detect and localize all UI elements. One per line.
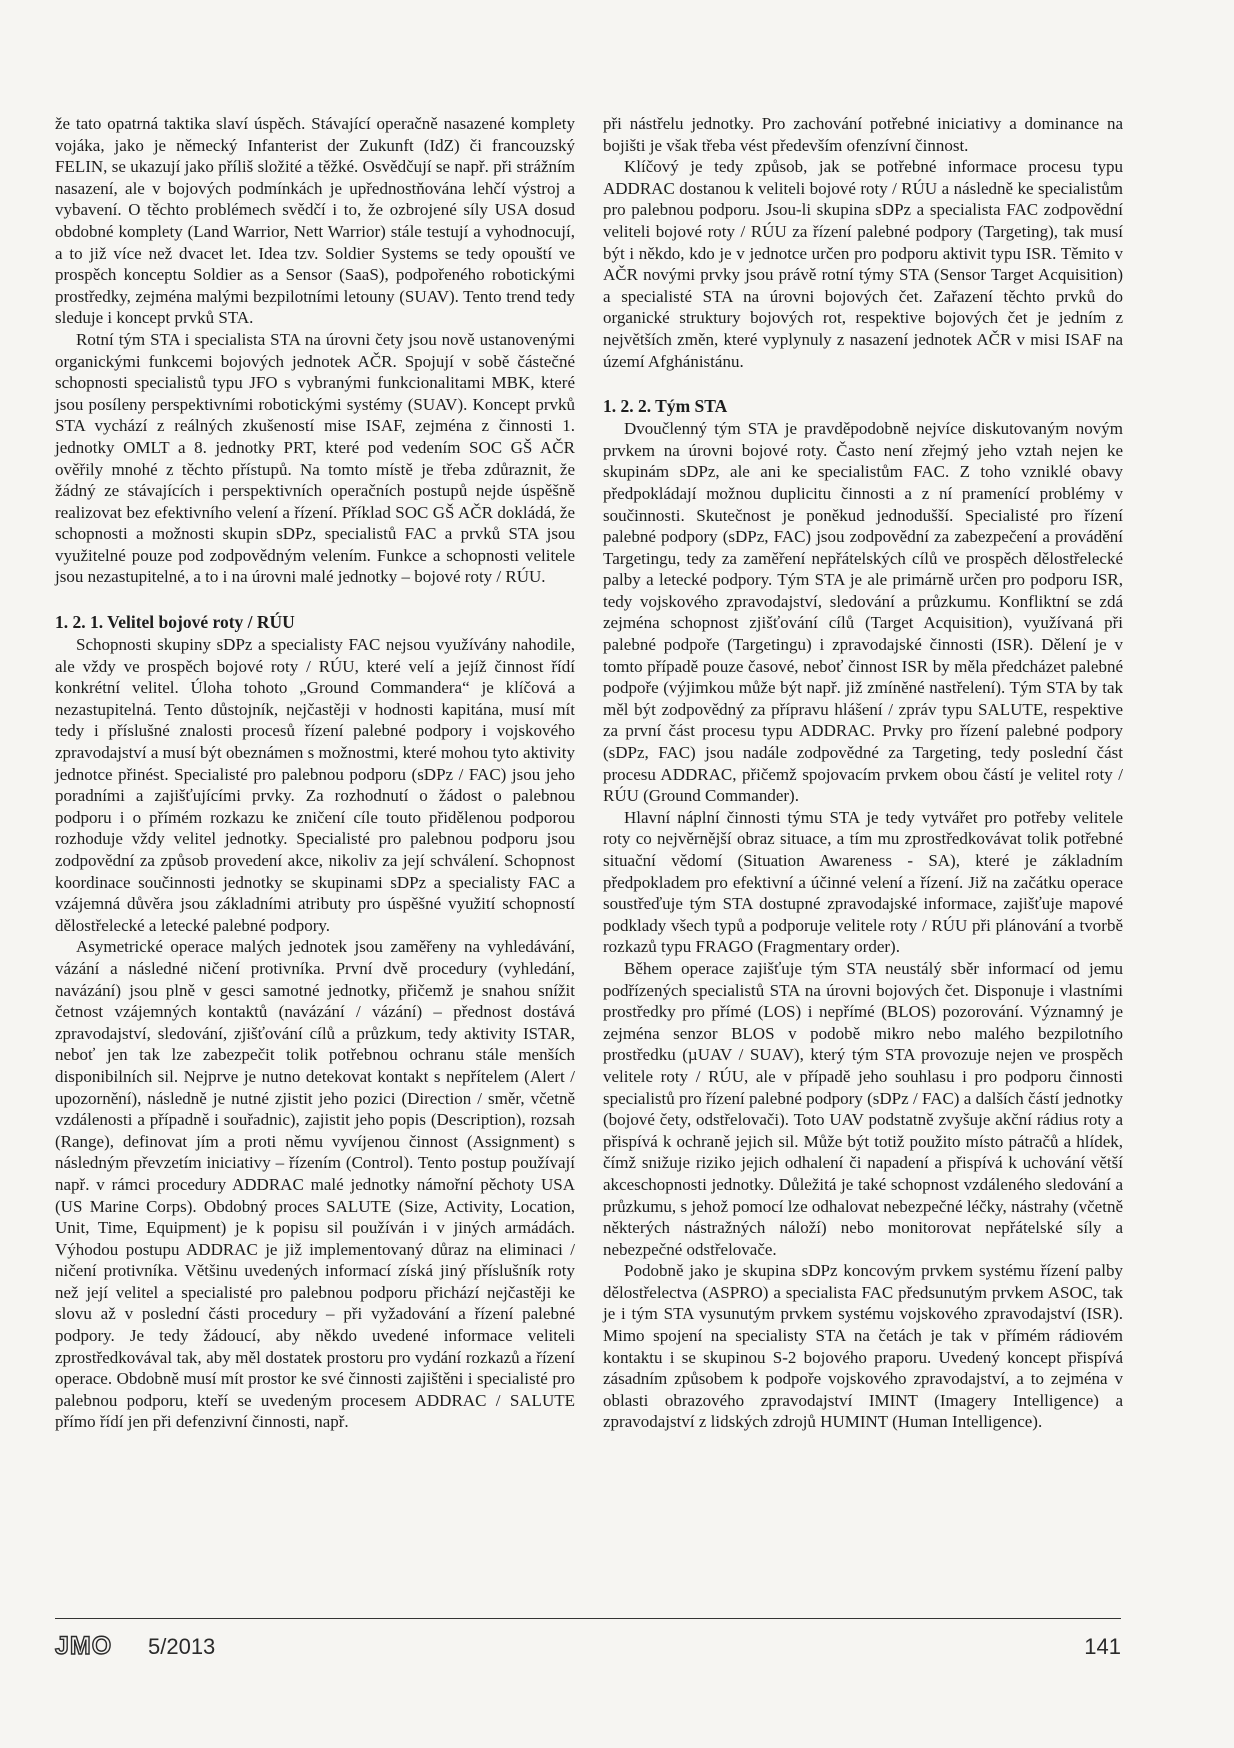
page-number: 141 [1084, 1634, 1121, 1659]
paragraph: při nástřelu jednotky. Pro zachování potřebné iniciativy a dominance na bojišti je však třeba vést především ofenzívní činnost. [603, 114, 1123, 155]
paragraph: Hlavní náplní činnosti týmu STA je tedy vytvářet pro potřeby velitele roty co nejvěrnější obraz situace, a tím mu zprostředkovávat tolik potřebné situační vědomí (Situation Awareness - SA), které je základním předpokladem pro efektivní a účinné velení a řízení. Již na začátku operace soustřeďuje tým STA dostupné zpravodajské informace, zajišťuje mapové podklady všech typů a podporuje velitele roty / RÚU při plánování a tvorbě rozkazů typu FRAGO (Fragmentary order). [603, 807, 1123, 957]
left-column [55, 113, 575, 1433]
paragraph: Schopnosti skupiny sDPz a specialisty FAC nejsou využívány nahodile, ale vždy ve prospěch bojové roty / RÚU, které velí a jejíž činnost řídí konkrétní velitel. Úloha tohoto „Ground Commandera“ je klíčová a nezastupitelná. Tento důstojník, nejčastěji v hodnosti kapitána, musí mít tedy i příslušné znalosti procesů řízení palebné podpory i vojskového zpravodajství a musí být obeznámen s možnostmi, které mohou tyto aktivity jednotce přinést. Specialisté pro palebnou podporu (sDPz / FAC) jsou jeho poradními a zajišťujícími prvky. Za rozhodnutí o žádost o palebnou podporu i o přímém rozkazu ke zničení cíle touto přidělenou podporou rozhoduje vždy velitel jednotky. Specialisté pro palebnou podporu jsou zodpovědní za způsob provedení akce, nikoliv za její schválení. Schopnost koordinace součinnosti jednotky se skupinami sDPz a specialisty FAC a vzájemná důvěra jsou základními atributy pro úspěšné využití schopností dělostřelecké a letecké palebné podpory. [55, 635, 575, 935]
issue-number: 5/2013 [148, 1634, 216, 1659]
paragraph: že tato opatrná taktika slaví úspěch. Stávající operačně nasazené komplety vojáka, jako je německý Infanterist der Zukunft (IdZ) či francouzský FELIN, se ukazují jako příliš složité a těžké. Osvědčují se např. při strážním nasazení, ale v bojových podmínkách je upřednostňována lehčí výstroj a vybavení. O těchto problémech svědčí i to, že ozbrojené síly USA dosud obdobné komplety (Land Warrior, Nett Warrior) stále testují a vyhodnocují, a to již více než dvacet let. Idea tzv. Soldier Systems se tedy opouští ve prospěch konceptu Soldier as a Sensor (SaaS), podpořeného robotickými prostředky, zejména malými bezpilotními letouny (SUAV). Tento trend tedy sleduje i koncept prvků STA. [55, 114, 575, 328]
paragraph: Během operace zajišťuje tým STA neustálý sběr informací od jemu podřízených specialistů STA na úrovni bojových čet. Disponuje i vlastními prostředky pro přímé (LOS) i nepřímé (BLOS) pozorování. Významný je zejména senzor BLOS v podobě mikro nebo malého bezpilotního prostředku (µUAV / SUAV), který tým STA provozuje nejen ve prospěch velitele roty / RÚU, ale v případě jeho souhlasu i pro podporu činnosti specialistů pro řízení palebné podpory (sDPz / FAC) a dalších částí jednotky (bojové čety, odstřelovači). Toto UAV podstatně zvyšuje akční rádius roty a přispívá k ochraně jejich sil. Může být totiž použito místo pátračů a hlídek, čímž snižuje riziko jejich odhalení či napadení a přispívá k uchování větší akceschopnosti jednotky. Důležitá je také schopnost vzdáleného sledování a průzkumu, s jehož pomocí lze odhalovat nebezpečné léčky, nástrahy (včetně některých nástražných náloží) nebo monitorovat nepřátelské síly a nebezpečné odstřelovače. [603, 958, 1123, 1259]
paragraph: Klíčový je tedy způsob, jak se potřebné informace procesu typu ADDRAC dostanou k veliteli bojové roty / RÚU a následně ke specialistům pro palebnou podporu. Jsou-li skupina sDPz a specialista FAC zodpovědní veliteli bojové roty / RÚU za řízení palebné podpory (Targeting), tak musí být i někdo, kdo je v jednotce určen pro podporu aktivit typu ISR. Těmito v AČR novými prvky jsou právě rotní týmy STA (Sensor Target Acquisition) a specialisté STA na úrovni bojových čet. Zařazení těchto prvků do organické struktury bojových rot, respektive bojových čet je jedním z největších změn, které vyplynuly z nasazení jednotek AČR v misi ISAF na území Afghánistánu. [603, 157, 1123, 371]
section-heading-1-2-2: 1. 2. 2. Tým STA [603, 396, 728, 417]
paragraph: Rotní tým STA i specialista STA na úrovni čety jsou nově ustanovenými organickými funkcemi bojových jednotek AČR. Spojují v sobě částečné schopnosti specialistů typu JFO s vybranými funkcionalitami MBK, které jsou posíleny perspektivními robotickými systémy (SUAV). Koncept prvků STA vychází z reálných zkušeností mise ISAF, zejména z činnosti 1. jednotky OMLT a 8. jednotky PRT, které pod vedením SOC GŠ AČR ověřily mnohé z těchto přístupů. Na tomto místě je třeba zdůraznit, že žádný ze stávajících i perspektivních operačních postupů nejde úspěšně realizovat bez efektivního velení a řízení. Příklad SOC GŠ AČR dokládá, že schopnosti a možnosti skupin sDPz, specialistů FAC a prvků STA jsou využitelné pouze pod zodpovědným velením. Funkce a schopnosti velitele jsou nezastupitelné, a to i na úrovni malé jednotky – bojové roty / RÚU. [55, 329, 575, 587]
paragraph: Asymetrické operace malých jednotek jsou zaměřeny na vyhledávání, vázání a následné ničení protivníka. První dvě procedury (vyhledání, navázání) jsou plně v gesci samotné jednotky, přičemž je snahou snížit četnost vzájemných kontaktů (navázání / vázání) – přednost dostává zpravodajství, sledování, zjišťování cílů a průzkum, tedy aktivity ISTAR, neboť jen tak lze zabezpečit tolik potřebnou ochranu stále menších disponibilních sil. Nejprve je nutno detekovat kontakt s nepřítelem (Alert / upozornění), následně je nutné zjistit jeho pozici (Direction / směr, včetně vzdálenosti a případně i souřadnic), zajistit jeho popis (Description), rozsah (Range), definovat jím a proti němu vyvíjenou činnost (Assignment) s následným převzetím iniciativy – řízením (Control). Tento postup používají např. v rámci procedury ADDRAC malé jednotky námořní pěchoty USA (US Marine Corps). Obdobný proces SALUTE (Size, Activity, Location, Unit, Time, Equipment) je k popisu sil používán i v jiných armádách. Výhodou postupu ADDRAC je již implementovaný důraz na eliminaci / ničení protivníka. Většinu uvedených informací získá jiný příslušník roty než její velitel a specialisté pro palebnou podporu přichází nejčastěji ke slovu až v poslední části procedury – při vyžadování a řízení palebné podpory. Je tedy žádoucí, aby někdo uvedené informace veliteli zprostředkovával tak, aby měl dostatek prostoru pro vydání rozkazů a řízení operace. Obdobně musí mít prostor ke své činnosti zajištěni i specialisté pro palebnou podporu, kteří se uvedeným procesem ADDRAC / SALUTE přímo řídí jen při defenzivní činnosti, např. [55, 937, 575, 1432]
page-footer [55, 1630, 1121, 1664]
paragraph: Dvoučlenný tým STA je pravděpodobně nejvíce diskutovaným novým prvkem na úrovni bojové roty. Často není zřejmý jeho vztah nejen ke skupinám sDPz, ale ani ke specialistům FAC. Z toho vzniklé obavy předpokládají možnou duplicitu činnosti a z ní pramenící problémy v součinnosti. Skutečnost je poněkud jednodušší. Specialisté pro řízení palebné podpory (sDPz, FAC) jsou zodpovědní za zabezpečení a provádění Targetingu, tedy za zaměření nepřátelských cílů ve prospěch dělostřelecké palby a letecké podpory. Tým STA je ale primárně určen pro podporu ISR, tedy vojskového zpravodajství, sledování a průzkumu. Konfliktní se zdá zejména schopnost zjišťování cílů (Target Acquisition), využívaná při palebné podpoře (Targetingu) i zpravodajské činnosti (ISR). Dělení je v tomto případě pouze časové, neboť činnost ISR by měla předcházet palebné podpoře (výjimkou může být např. již zmíněné nastřelení). Tým STA by tak měl být zodpovědný za přípravu hlášení / zpráv typu SALUTE, respektive za první část procesu typu ADDRAC. Prvky pro řízení palebné podpory (sDPz, FAC) jsou nadále zodpovědné za Targeting, tedy poslední část procesu ADDRAC, přičemž spojovacím prvkem obou částí je velitel roty / RÚU (Ground Commander). [603, 419, 1123, 806]
journal-logo: JMO [55, 1632, 113, 1660]
section-heading-1-2-1: 1. 2. 1. Velitel bojové roty / RÚU [55, 612, 295, 633]
footer-divider [55, 1618, 1121, 1619]
right-column [603, 113, 1123, 1433]
paragraph: Podobně jako je skupina sDPz koncovým prvkem systému řízení palby dělostřelectva (ASPRO) a specialista FAC předsunutým prvkem ASOC, tak je i tým STA vysunutým prvkem systému vojskového zpravodajství (ISR). Mimo spojení na specialisty STA na četách je tak v přímém rádiovém kontaktu i se skupinou S-2 bojového praporu. Uvedený koncept přispívá zásadním způsobem k podpoře vojskového zpravodajství, a to zejména v oblasti obrazového zpravodajství IMINT (Imagery Intelligence) a zpravodajství z lidských zdrojů HUMINT (Human Intelligence). [603, 1261, 1123, 1432]
